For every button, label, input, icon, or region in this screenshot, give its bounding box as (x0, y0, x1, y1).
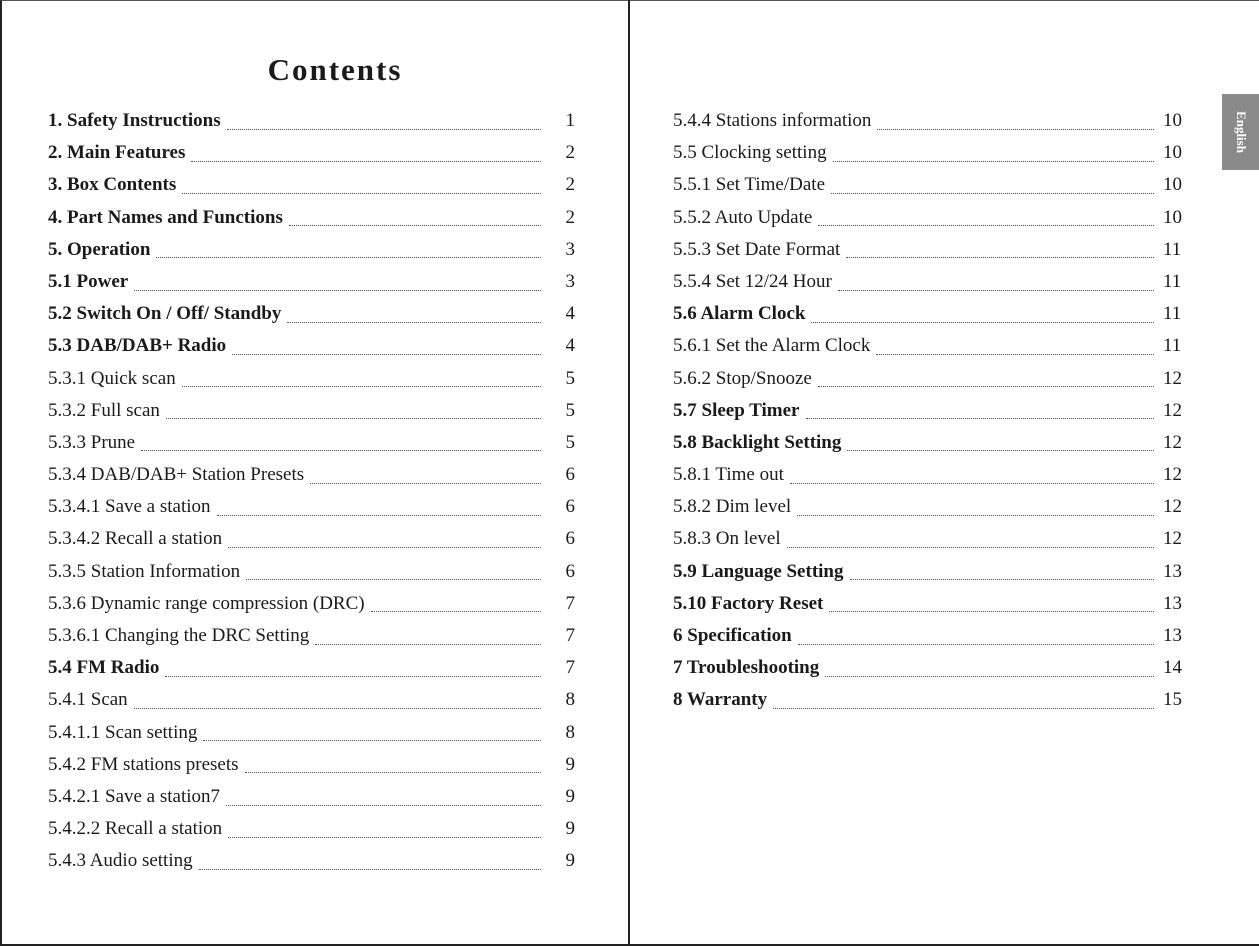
toc-entry[interactable] (48, 754, 575, 786)
toc-entry-label: 5.5.2 Auto Update (673, 206, 813, 228)
toc-leader-dots (134, 290, 541, 291)
toc-leader-dots (850, 579, 1155, 580)
toc-entry[interactable] (48, 786, 575, 818)
toc-entry-label: 5.5 Clocking setting (673, 142, 827, 164)
toc-entry[interactable] (48, 464, 575, 496)
toc-entry-page: 11 (1163, 270, 1182, 292)
toc-entry[interactable] (48, 207, 575, 239)
toc-entry-label: 5.6.2 Stop/Snooze (673, 367, 812, 389)
toc-entry-label: 5.8.2 Dim level (673, 496, 792, 518)
toc-entry-page: 11 (1163, 303, 1182, 325)
toc-entry-page: 2 (565, 142, 575, 164)
toc-entry-label: 5.3.4.2 Recall a station (48, 528, 223, 550)
toc-leader-dots (227, 129, 541, 130)
toc-entry-page: 9 (565, 818, 575, 840)
toc-entry-page: 10 (1163, 110, 1182, 131)
toc-leader-dots (790, 483, 1154, 484)
toc-entry[interactable] (48, 818, 575, 850)
toc-entry-page: 12 (1163, 464, 1182, 486)
toc-entry-label: 5.5.3 Set Date Format (673, 238, 841, 260)
toc-entry-page: 2 (565, 174, 575, 196)
toc-entry-label: 5.2 Switch On / Off/ Standby (48, 303, 282, 325)
toc-entry[interactable] (48, 561, 575, 593)
toc-leader-dots (165, 676, 541, 677)
toc-leader-dots (838, 290, 1154, 291)
toc-entry[interactable] (48, 850, 575, 882)
toc-entry-label: 5.3.3 Prune (48, 431, 136, 453)
toc-entry-label: 5.3 DAB/DAB+ Radio (48, 335, 227, 357)
toc-entry-label: 5.3.5 Station Information (48, 560, 241, 582)
toc-entry-label: 5. Operation (48, 238, 151, 260)
toc-entry-label: 5.4.1 Scan (48, 689, 128, 711)
toc-entry-page: 8 (565, 689, 575, 711)
toc-leader-dots (191, 161, 541, 162)
toc-entry-label: 5.3.4.1 Save a station (48, 496, 211, 518)
toc-entry-label: 7 Troubleshooting (673, 657, 820, 679)
toc-entry-page: 6 (565, 528, 575, 550)
toc-entry-label: 5.4 FM Radio (48, 657, 160, 679)
toc-entry-label: 5.4.2.1 Save a station7 (48, 785, 221, 807)
toc-entry[interactable] (673, 174, 1191, 206)
language-tab[interactable] (1222, 94, 1259, 170)
toc-entry[interactable] (48, 593, 575, 625)
toc-entry-label: 5.1 Power (48, 270, 129, 292)
toc-entry-label: 5.4.2 FM stations presets (48, 753, 239, 775)
toc-entry-page: 12 (1163, 431, 1182, 453)
toc-entry-page: 3 (565, 238, 575, 260)
toc-leader-dots (203, 740, 541, 741)
toc-entry-page: 1 (565, 110, 575, 131)
toc-entry-page: 5 (565, 431, 575, 453)
toc-entry-label: 5.4.2.2 Recall a station (48, 818, 223, 840)
toc-entry[interactable] (48, 239, 575, 271)
toc-leader-dots (818, 386, 1154, 387)
toc-leader-dots (310, 483, 541, 484)
toc-entry[interactable] (48, 335, 575, 367)
toc-entry[interactable] (48, 432, 575, 464)
toc-entry-label: 8 Warranty (673, 689, 768, 711)
toc-entry[interactable] (673, 239, 1191, 271)
toc-leader-dots (876, 354, 1154, 355)
toc-entry[interactable] (48, 271, 575, 303)
toc-entry-label: 5.8 Backlight Setting (673, 431, 842, 453)
toc-entry-label: 5.3.6.1 Changing the DRC Setting (48, 625, 310, 646)
toc-leader-dots (228, 837, 541, 838)
toc-leader-dots (811, 322, 1154, 323)
toc-entry-page: 6 (565, 560, 575, 582)
toc-entry[interactable] (673, 142, 1191, 174)
toc-entry[interactable] (673, 561, 1191, 593)
toc-entry-page: 6 (565, 464, 575, 486)
toc-entry-page: 9 (565, 785, 575, 807)
toc-leader-dots (245, 772, 541, 773)
toc-entry[interactable] (673, 464, 1191, 496)
toc-leader-dots (797, 515, 1154, 516)
toc-entry-page: 8 (565, 721, 575, 743)
toc-leader-dots (825, 676, 1154, 677)
toc-leader-dots (289, 225, 541, 226)
toc-entry[interactable] (673, 657, 1191, 689)
toc-leader-dots (141, 450, 541, 451)
toc-entry[interactable] (673, 432, 1191, 464)
toc-entry-page: 12 (1163, 399, 1182, 421)
toc-entry-page: 13 (1163, 625, 1182, 646)
toc-leader-dots (166, 418, 541, 419)
toc-leader-dots (798, 644, 1154, 645)
toc-entry-label: 5.8.1 Time out (673, 464, 784, 486)
toc-entry-page: 10 (1163, 206, 1182, 228)
toc-entry-label: 4. Part Names and Functions (48, 206, 283, 228)
toc-entry[interactable] (48, 528, 575, 560)
toc-entry-page: 7 (565, 592, 575, 614)
toc-leader-dots (806, 418, 1155, 419)
toc-leader-dots (226, 805, 541, 806)
toc-entry-page: 4 (565, 335, 575, 357)
toc-entry[interactable] (673, 593, 1191, 625)
toc-entry-page: 13 (1163, 592, 1182, 614)
toc-entry[interactable] (673, 689, 1191, 721)
toc-entry[interactable] (48, 303, 575, 335)
toc-entry[interactable] (673, 335, 1191, 367)
toc-entry-label: 5.3.2 Full scan (48, 399, 160, 421)
toc-leader-dots (315, 644, 541, 645)
toc-entry[interactable] (673, 207, 1191, 239)
toc-entry[interactable] (48, 142, 575, 174)
toc-entry-page: 14 (1163, 657, 1182, 679)
contents-title: Contents (267, 52, 403, 87)
toc-entry-page: 7 (565, 625, 575, 646)
toc-leader-dots (818, 225, 1154, 226)
toc-entry-label: 5.3.6 Dynamic range compression (DRC) (48, 592, 365, 614)
toc-entry-label: 2. Main Features (48, 142, 186, 164)
toc-entry-page: 4 (565, 303, 575, 325)
toc-entry-page: 10 (1163, 142, 1182, 164)
toc-entry-page: 5 (565, 399, 575, 421)
toc-entry-page: 12 (1163, 496, 1182, 518)
toc-entry-label: 5.3.4 DAB/DAB+ Station Presets (48, 464, 305, 486)
toc-leader-dots (773, 708, 1154, 709)
toc-entry-page: 12 (1163, 528, 1182, 550)
toc-entry-label: 5.4.1.1 Scan setting (48, 721, 198, 743)
page-divider (628, 0, 630, 945)
toc-entry-page: 2 (565, 206, 575, 228)
toc-entry[interactable] (673, 303, 1191, 335)
toc-entry[interactable] (673, 528, 1191, 560)
toc-entry[interactable] (673, 400, 1191, 432)
toc-entry[interactable] (48, 689, 575, 721)
toc-entry-label: 5.6.1 Set the Alarm Clock (673, 335, 871, 357)
toc-entry-page: 15 (1163, 689, 1182, 711)
toc-leader-dots (846, 257, 1154, 258)
toc-leader-dots (831, 193, 1154, 194)
toc-entry-page: 7 (565, 657, 575, 679)
toc-right-column (673, 110, 1191, 722)
toc-entry[interactable] (48, 110, 575, 142)
toc-entry-label: 5.5.1 Set Time/Date (673, 174, 826, 196)
toc-entry-label: 5.3.1 Quick scan (48, 367, 176, 389)
toc-entry[interactable] (48, 625, 575, 657)
toc-entry-page: 10 (1163, 174, 1182, 196)
toc-leader-dots (232, 354, 541, 355)
toc-entry-page: 9 (565, 753, 575, 775)
language-tab-label: English (1233, 111, 1249, 153)
toc-leader-dots (246, 579, 541, 580)
toc-entry-page: 3 (565, 270, 575, 292)
toc-entry-label: 5.4.3 Audio setting (48, 850, 193, 872)
toc-entry[interactable] (48, 722, 575, 754)
toc-entry[interactable] (673, 110, 1191, 142)
toc-entry-label: 1. Safety Instructions (48, 110, 221, 131)
toc-leader-dots (217, 515, 541, 516)
toc-entry[interactable] (48, 400, 575, 432)
toc-leader-dots (182, 193, 541, 194)
toc-entry-page: 9 (565, 850, 575, 872)
toc-leader-dots (829, 611, 1154, 612)
toc-entry-page: 13 (1163, 560, 1182, 582)
toc-entry-label: 5.9 Language Setting (673, 560, 844, 582)
toc-leader-dots (877, 129, 1154, 130)
toc-entry-label: 5.6 Alarm Clock (673, 303, 806, 325)
toc-entry-label: 6 Specification (673, 625, 792, 646)
toc-leader-dots (847, 450, 1154, 451)
toc-leader-dots (182, 386, 541, 387)
toc-leader-dots (156, 257, 541, 258)
toc-entry-page: 6 (565, 496, 575, 518)
toc-entry[interactable] (673, 496, 1191, 528)
toc-entry[interactable] (48, 657, 575, 689)
toc-entry[interactable] (48, 174, 575, 206)
toc-entry-label: 3. Box Contents (48, 174, 177, 196)
toc-entry[interactable] (48, 368, 575, 400)
toc-entry-label: 5.10 Factory Reset (673, 592, 824, 614)
toc-leader-dots (787, 547, 1154, 548)
toc-entry-label: 5.4.4 Stations information (673, 110, 872, 131)
toc-leader-dots (287, 322, 541, 323)
toc-entry-page: 11 (1163, 238, 1182, 260)
toc-entry[interactable] (673, 271, 1191, 303)
toc-entry-label: 5.5.4 Set 12/24 Hour (673, 270, 832, 292)
toc-leader-dots (199, 869, 541, 870)
toc-entry-label: 5.8.3 On level (673, 528, 781, 550)
toc-entry[interactable] (673, 625, 1191, 657)
toc-entry-page: 5 (565, 367, 575, 389)
toc-leader-dots (134, 708, 541, 709)
toc-leader-dots (371, 611, 541, 612)
toc-left-column (48, 110, 575, 883)
toc-entry-page: 12 (1163, 367, 1182, 389)
toc-entry[interactable] (673, 368, 1191, 400)
toc-leader-dots (228, 547, 541, 548)
toc-leader-dots (833, 161, 1154, 162)
toc-entry-label: 5.7 Sleep Timer (673, 399, 800, 421)
toc-entry-page: 11 (1163, 335, 1182, 357)
toc-entry[interactable] (48, 496, 575, 528)
